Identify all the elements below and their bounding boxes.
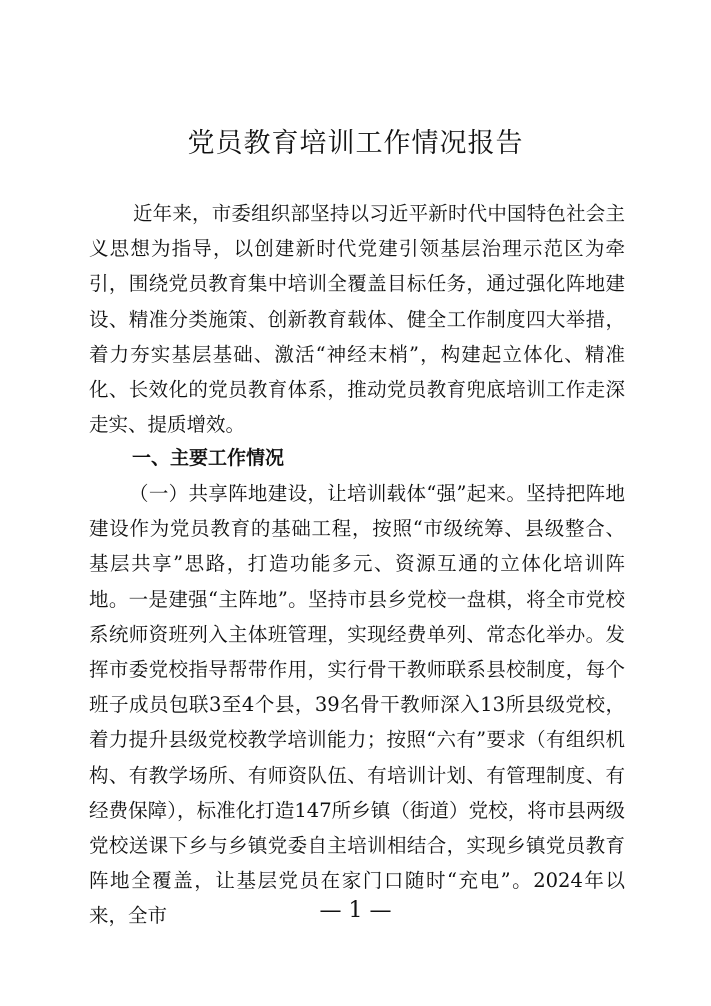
section-paragraph: （一）共享阵地建设，让培训载体“强”起来。坚持把阵地建设作为党员教育的基础工程，按照“市级统筹、县级整合、基层共享”思路，打造功能多元、资源互通的立体化培训阵地。一是建强“主阵地”。坚持市县乡党校一盘棋，将全市党校系统师资班列入主体班管理，实现经费单列、常态化举办。发挥市委党校指导帮带作用，实行骨干教师联系县校制度，每个班子成员包联3至4个县，39名骨干教师深入13所县级党校，着力提升县级党校教学培训能力；按照“六有”要求（有组织机构、有教学场所、有师资队伍、有培训计划、有管理制度、有经费保障），标准化打造147所乡镇（街道）党校，将市县两级党校送课下乡与乡镇党委自主培训相结合，实现乡镇党员教育阵地全覆盖，让基层党员在家门口随时“充电”。2024年以来，全市 <box>89 482 625 928</box>
intro-paragraph: 近年来，市委组织部坚持以习近平新时代中国特色社会主义思想为指导，以创建新时代党建引领基层治理示范区为牵引，围绕党员教育集中培训全覆盖目标任务，通过强化阵地建设、精准分类施策、创新教育载体、健全工作制度四大举措，着力夯实基层基础、激活“神经末梢”，构建起立体化、精准化、长效化的党员教育体系，推动党员教育兜底培训工作走深走实、提质增效。 <box>89 202 625 437</box>
section-heading: 一、主要工作情况 <box>132 447 285 469</box>
document-title: 党员教育培训工作情况报告 <box>187 128 524 159</box>
page-number: — 1 — <box>319 898 392 923</box>
